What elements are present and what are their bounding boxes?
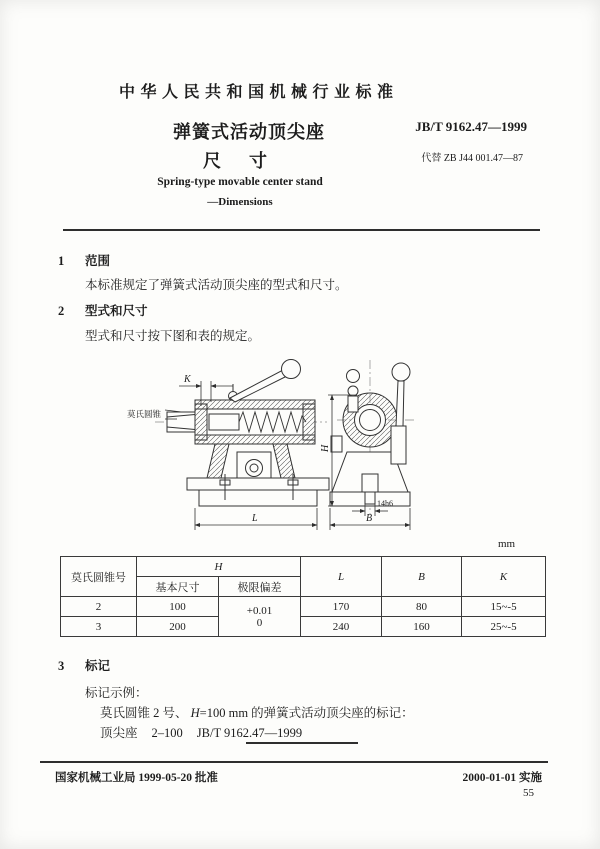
cell-K: 15~-5 (462, 597, 546, 617)
technical-drawing (125, 356, 455, 544)
replaces-standard: 代替 ZB J44 001.47—87 (421, 153, 523, 164)
clamp-screw (347, 370, 360, 413)
section-2-body: 型式和尺寸按下图和表的规定。 (85, 329, 261, 343)
cell-L: 240 (301, 617, 382, 637)
section-1-body: 本标准规定了弹簧式活动顶尖座的型式和尺寸。 (85, 278, 348, 292)
desc-prefix: 莫氏圆锥 2 号、 (100, 706, 191, 720)
cell-B: 80 (382, 597, 462, 617)
document-subtitle-en: —Dimensions (207, 196, 273, 208)
table-unit-label: mm (498, 538, 516, 550)
dimensions-table (60, 556, 546, 637)
cell-tolerance (219, 597, 301, 637)
dim-label-H: H (320, 444, 331, 452)
section-2-number: 2 (58, 304, 65, 318)
desc-variable: H (190, 706, 200, 720)
document-subtitle-cn: 尺 寸 (203, 151, 272, 171)
page-number: 55 (523, 787, 534, 799)
footer-divider (40, 761, 548, 763)
dim-label-14h6: 14h6 (377, 499, 393, 508)
cell-taper: 3 (61, 617, 137, 637)
standard-number: JB/T 9162.47—1999 (415, 119, 527, 134)
col-header-H: H (137, 557, 301, 577)
desc-suffix: =100 mm 的弹簧式活动顶尖座的标记： (199, 706, 414, 720)
end-view (328, 360, 417, 530)
marking-example-label: 标记示例： (85, 686, 148, 700)
col-header-taper: 莫氏圆锥号 (61, 557, 137, 597)
col-header-limit-deviation: 极限偏差 (219, 577, 301, 597)
dim-label-B: B (366, 513, 373, 524)
cell-K: 25~-5 (462, 617, 546, 637)
mark-code: 2–100 (151, 726, 183, 740)
section-1-title: 范围 (85, 254, 111, 268)
col-header-L: L (301, 557, 382, 597)
section-2-heading (58, 301, 148, 319)
mark-name: 顶尖座 (100, 726, 138, 740)
morse-taper-label: 莫氏圆锥 (127, 409, 162, 419)
dim-label-L: L (252, 513, 258, 524)
table-row (61, 617, 546, 637)
mark-standard: JB/T 9162.47—1999 (196, 726, 303, 740)
implementation-notice: 2000-01-01 实施 (462, 772, 542, 784)
header-divider (63, 229, 540, 231)
cell-taper: 2 (61, 597, 137, 617)
ball-handle-front (392, 363, 410, 381)
standard-category-label: 中华人民共和国机械行业标准 (119, 84, 399, 101)
ball-handle (282, 360, 301, 379)
cell-B: 160 (382, 617, 462, 637)
lever-arm (230, 370, 287, 402)
tolerance-lower: 0 (256, 616, 263, 629)
marking-example-designation (100, 723, 316, 741)
col-header-basic-size: 基本尺寸 (137, 577, 219, 597)
dim-label-K: K (184, 374, 191, 385)
document-title-cn: 弹簧式活动顶尖座 (173, 122, 325, 142)
section-3-title: 标记 (85, 659, 111, 673)
cell-h-basic: 200 (137, 617, 219, 637)
cell-h-basic: 100 (137, 597, 219, 617)
section-2-title: 型式和尺寸 (85, 304, 148, 318)
section-1-number: 1 (58, 254, 65, 268)
col-header-K: K (462, 557, 546, 597)
col-header-B: B (382, 557, 462, 597)
end-of-text-divider (246, 742, 358, 744)
approval-notice: 国家机械工业局 1999-05-20 批准 (55, 772, 218, 784)
table-row (61, 597, 546, 617)
side-section-view (155, 360, 329, 531)
section-3-heading (58, 656, 110, 674)
document-title-en: Spring-type movable center stand (157, 176, 323, 188)
tolerance-upper: +0.01 (246, 604, 273, 617)
marking-example-description (100, 703, 414, 721)
cell-L: 170 (301, 597, 382, 617)
section-1-heading (58, 251, 110, 269)
section-3-number: 3 (58, 659, 65, 673)
